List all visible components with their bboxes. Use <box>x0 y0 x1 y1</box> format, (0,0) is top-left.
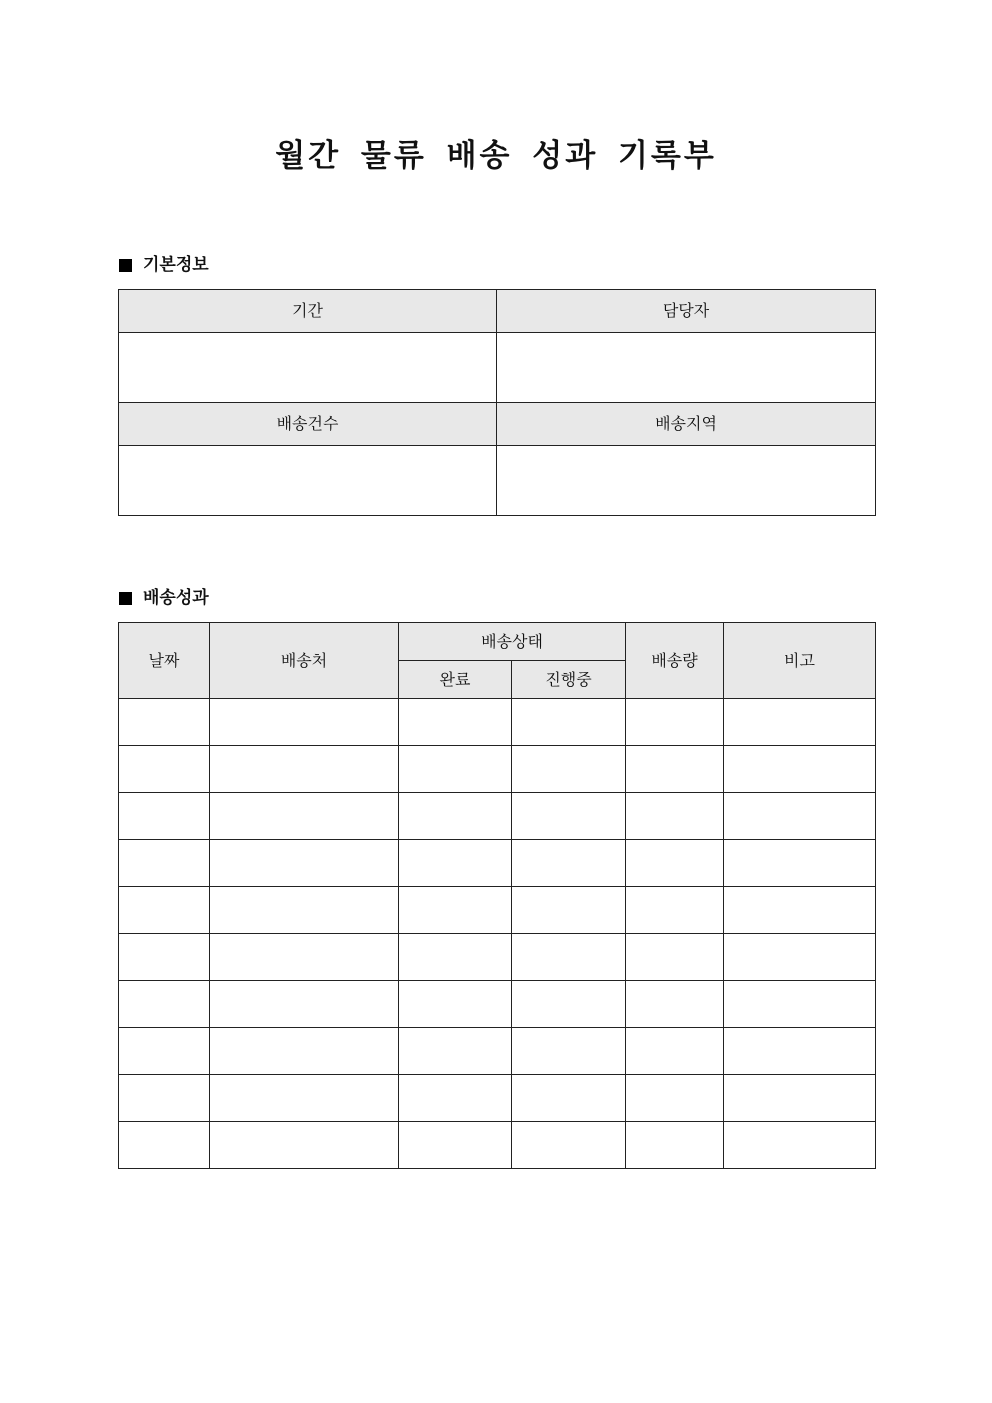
destination-cell[interactable] <box>210 746 399 793</box>
status-done-cell[interactable] <box>399 840 512 887</box>
status-in-progress-cell[interactable] <box>512 934 626 981</box>
remarks-cell[interactable] <box>724 793 876 840</box>
basic-info-heading-text: 기본정보 <box>143 255 209 275</box>
table-row <box>119 981 876 1028</box>
period-field[interactable] <box>119 333 497 403</box>
delivery-rows <box>119 699 876 1169</box>
period-label: 기간 <box>119 290 497 333</box>
column-header-status-in-progress: 진행중 <box>512 661 626 699</box>
status-done-cell[interactable] <box>399 699 512 746</box>
status-done-cell[interactable] <box>399 793 512 840</box>
basic-info-heading <box>119 254 209 276</box>
page-title: 월간 물류 배송 성과 기록부 <box>275 138 717 174</box>
destination-cell[interactable] <box>210 887 399 934</box>
date-cell[interactable] <box>119 1028 210 1075</box>
square-bullet-icon <box>119 259 132 272</box>
date-cell[interactable] <box>119 793 210 840</box>
quantity-cell[interactable] <box>626 981 724 1028</box>
column-header-date: 날짜 <box>119 623 210 699</box>
table-row <box>119 1122 876 1169</box>
quantity-cell[interactable] <box>626 1122 724 1169</box>
delivery-count-label: 배송건수 <box>119 403 497 446</box>
quantity-cell[interactable] <box>626 934 724 981</box>
table-row <box>119 746 876 793</box>
destination-cell[interactable] <box>210 793 399 840</box>
table-row <box>119 840 876 887</box>
remarks-cell[interactable] <box>724 934 876 981</box>
date-cell[interactable] <box>119 981 210 1028</box>
remarks-cell[interactable] <box>724 840 876 887</box>
destination-cell[interactable] <box>210 981 399 1028</box>
remarks-cell[interactable] <box>724 1075 876 1122</box>
quantity-cell[interactable] <box>626 1028 724 1075</box>
column-header-status: 배송상태 <box>399 623 626 661</box>
date-cell[interactable] <box>119 1075 210 1122</box>
remarks-cell[interactable] <box>724 699 876 746</box>
table-row <box>119 793 876 840</box>
destination-cell[interactable] <box>210 699 399 746</box>
table-row <box>119 934 876 981</box>
remarks-cell[interactable] <box>724 1122 876 1169</box>
status-in-progress-cell[interactable] <box>512 840 626 887</box>
status-done-cell[interactable] <box>399 934 512 981</box>
status-done-cell[interactable] <box>399 1028 512 1075</box>
quantity-cell[interactable] <box>626 840 724 887</box>
destination-cell[interactable] <box>210 1075 399 1122</box>
date-cell[interactable] <box>119 840 210 887</box>
table-row <box>119 887 876 934</box>
column-header-status-done: 완료 <box>399 661 512 699</box>
status-in-progress-cell[interactable] <box>512 793 626 840</box>
status-in-progress-cell[interactable] <box>512 746 626 793</box>
quantity-cell[interactable] <box>626 699 724 746</box>
square-bullet-icon <box>119 592 132 605</box>
destination-cell[interactable] <box>210 934 399 981</box>
delivery-count-field[interactable] <box>119 446 497 516</box>
date-cell[interactable] <box>119 699 210 746</box>
date-cell[interactable] <box>119 934 210 981</box>
quantity-cell[interactable] <box>626 793 724 840</box>
destination-cell[interactable] <box>210 1122 399 1169</box>
status-in-progress-cell[interactable] <box>512 887 626 934</box>
manager-field[interactable] <box>497 333 876 403</box>
date-cell[interactable] <box>119 746 210 793</box>
quantity-cell[interactable] <box>626 887 724 934</box>
status-done-cell[interactable] <box>399 1075 512 1122</box>
remarks-cell[interactable] <box>724 1028 876 1075</box>
column-header-destination: 배송처 <box>210 623 399 699</box>
basic-info-table <box>118 289 876 516</box>
status-in-progress-cell[interactable] <box>512 1075 626 1122</box>
remarks-cell[interactable] <box>724 887 876 934</box>
status-in-progress-cell[interactable] <box>512 699 626 746</box>
status-done-cell[interactable] <box>399 746 512 793</box>
delivery-performance-heading-text: 배송성과 <box>143 588 209 608</box>
table-row <box>119 1028 876 1075</box>
manager-label: 담당자 <box>497 290 876 333</box>
column-header-quantity: 배송량 <box>626 623 724 699</box>
remarks-cell[interactable] <box>724 981 876 1028</box>
destination-cell[interactable] <box>210 1028 399 1075</box>
table-row <box>119 699 876 746</box>
delivery-performance-table <box>118 622 876 1169</box>
table-row <box>119 1075 876 1122</box>
date-cell[interactable] <box>119 1122 210 1169</box>
delivery-performance-heading <box>119 587 209 609</box>
status-in-progress-cell[interactable] <box>512 981 626 1028</box>
quantity-cell[interactable] <box>626 746 724 793</box>
delivery-region-label: 배송지역 <box>497 403 876 446</box>
date-cell[interactable] <box>119 887 210 934</box>
status-in-progress-cell[interactable] <box>512 1122 626 1169</box>
remarks-cell[interactable] <box>724 746 876 793</box>
destination-cell[interactable] <box>210 840 399 887</box>
quantity-cell[interactable] <box>626 1075 724 1122</box>
delivery-region-field[interactable] <box>497 446 876 516</box>
column-header-remarks: 비고 <box>724 623 876 699</box>
status-done-cell[interactable] <box>399 1122 512 1169</box>
status-done-cell[interactable] <box>399 887 512 934</box>
status-in-progress-cell[interactable] <box>512 1028 626 1075</box>
status-done-cell[interactable] <box>399 981 512 1028</box>
